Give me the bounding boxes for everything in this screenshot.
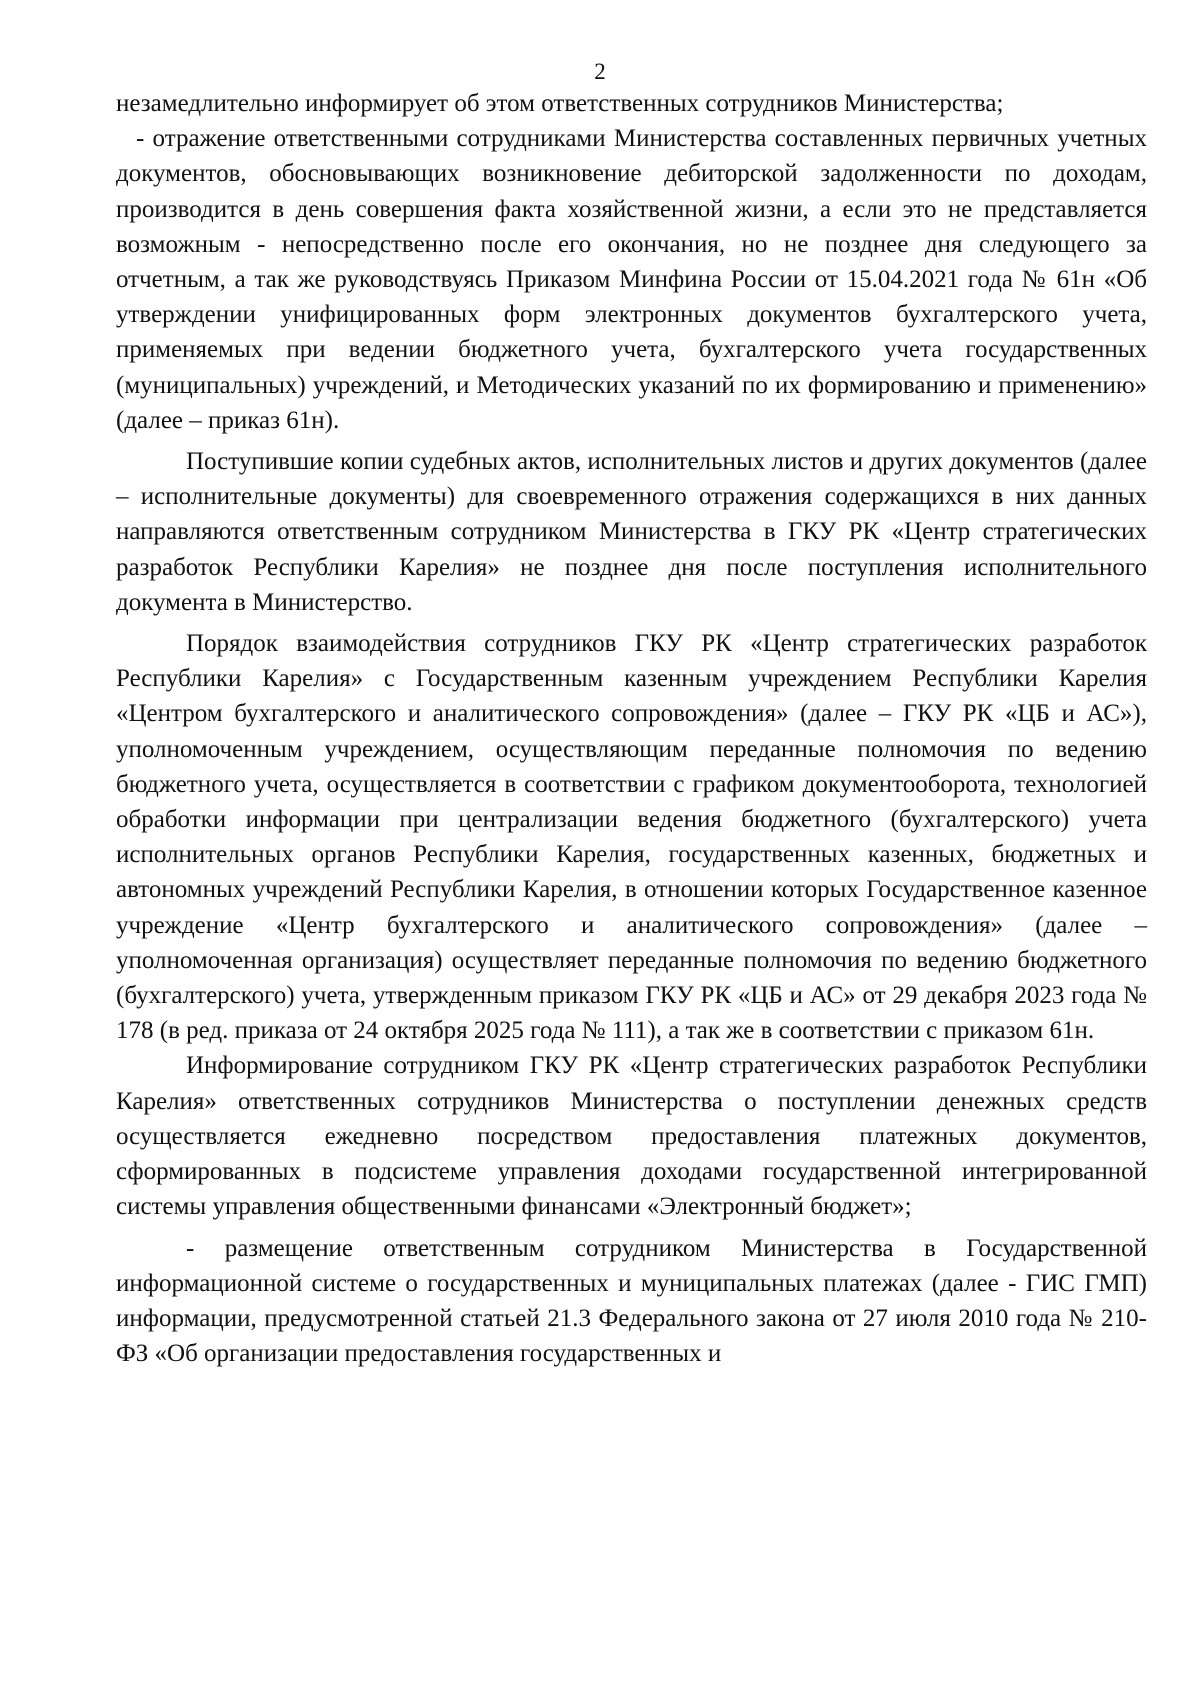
- paragraph-interaction-procedure: Порядок взаимодействия сотрудников ГКУ РК «Центр стратегических разработок Республики Карелия» с Государственным казенным учреждением Республики Карелия «Центром бухгалтерского и аналитического сопровождения» (далее – ГКУ РК «ЦБ и АС»), уполномоченным учреждением, осуществляющим переданные полномочия по ведению бюджетного учета, осуществляется в соответствии с графиком документооборота, технологией обработки информации при централизации ведения бюджетного (бухгалтерского) учета исполнительных органов Республики Карелия, государственных казенных, бюджетных и автономных учреждений Республики Карелия, в отношении которых Государственное казенное учреждение «Центр бухгалтерского и аналитического сопровождения» (далее – уполномоченная организация) осуществляет переданные полномочия по ведению бюджетного (бухгалтерского) учета, утвержденным приказом ГКУ РК «ЦБ и АС» от 29 декабря 2023 года № 178 (в ред. приказа от 24 октября 2025 года № 111), а так же в соответствии с приказом 61н.: [116, 630, 1147, 1045]
- page-number: 2: [594, 59, 606, 84]
- paragraph-informing-funds: Информирование сотрудником ГКУ РК «Центр стратегических разработок Республики Карелия» ответственных сотрудников Министерства о поступлении денежных средств осуществляется ежедневно посредством предоставления платежных документов, сформированных в подсистеме управления доходами государственной интегрированной системы управления общественными финансами «Электронный бюджет»;: [116, 1052, 1147, 1221]
- paragraph-court-documents: Поступившие копии судебных актов, исполнительных листов и других документов (далее – исполнительные документы) для своевременного отражения содержащихся в них данных направляются ответственным сотрудником Министерства в ГКУ РК «Центр стратегических разработок Республики Карелия» не позднее дня после поступления исполнительного документа в Министерство.: [116, 448, 1147, 616]
- paragraph-reflection-of-documents: - отражение ответственными сотрудниками Министерства составленных первичных учетных документов, обосновывающих возникновение дебиторской задолженности по доходам, производится в день совершения факта хозяйственной жизни, а если это не представляется возможным - непосредственно после его окончания, но не позднее дня следующего за отчетным, а так же руководствуясь Приказом Минфина России от 15.04.2021 года № 61н «Об утверждении унифицированных форм электронных документов бухгалтерского учета, применяемых при ведении бюджетного учета, бухгалтерского учета государственных (муниципальных) учреждений, и Методических указаний по их формированию и применению» (далее – приказ 61н).: [116, 125, 1147, 434]
- document-body: [116, 86, 1147, 1371]
- paragraph-continuation: незамедлительно информирует об этом ответственных сотрудников Министерства;: [116, 90, 1004, 117]
- paragraph-gis-gmp: - размещение ответственным сотрудником Министерства в Государственной информационной системе о государственных и муниципальных платежах (далее - ГИС ГМП) информации, предусмотренной статьей 21.3 Федерального закона от 27 июля 2010 года № 210-ФЗ «Об организации предоставления государственных и: [116, 1234, 1147, 1368]
